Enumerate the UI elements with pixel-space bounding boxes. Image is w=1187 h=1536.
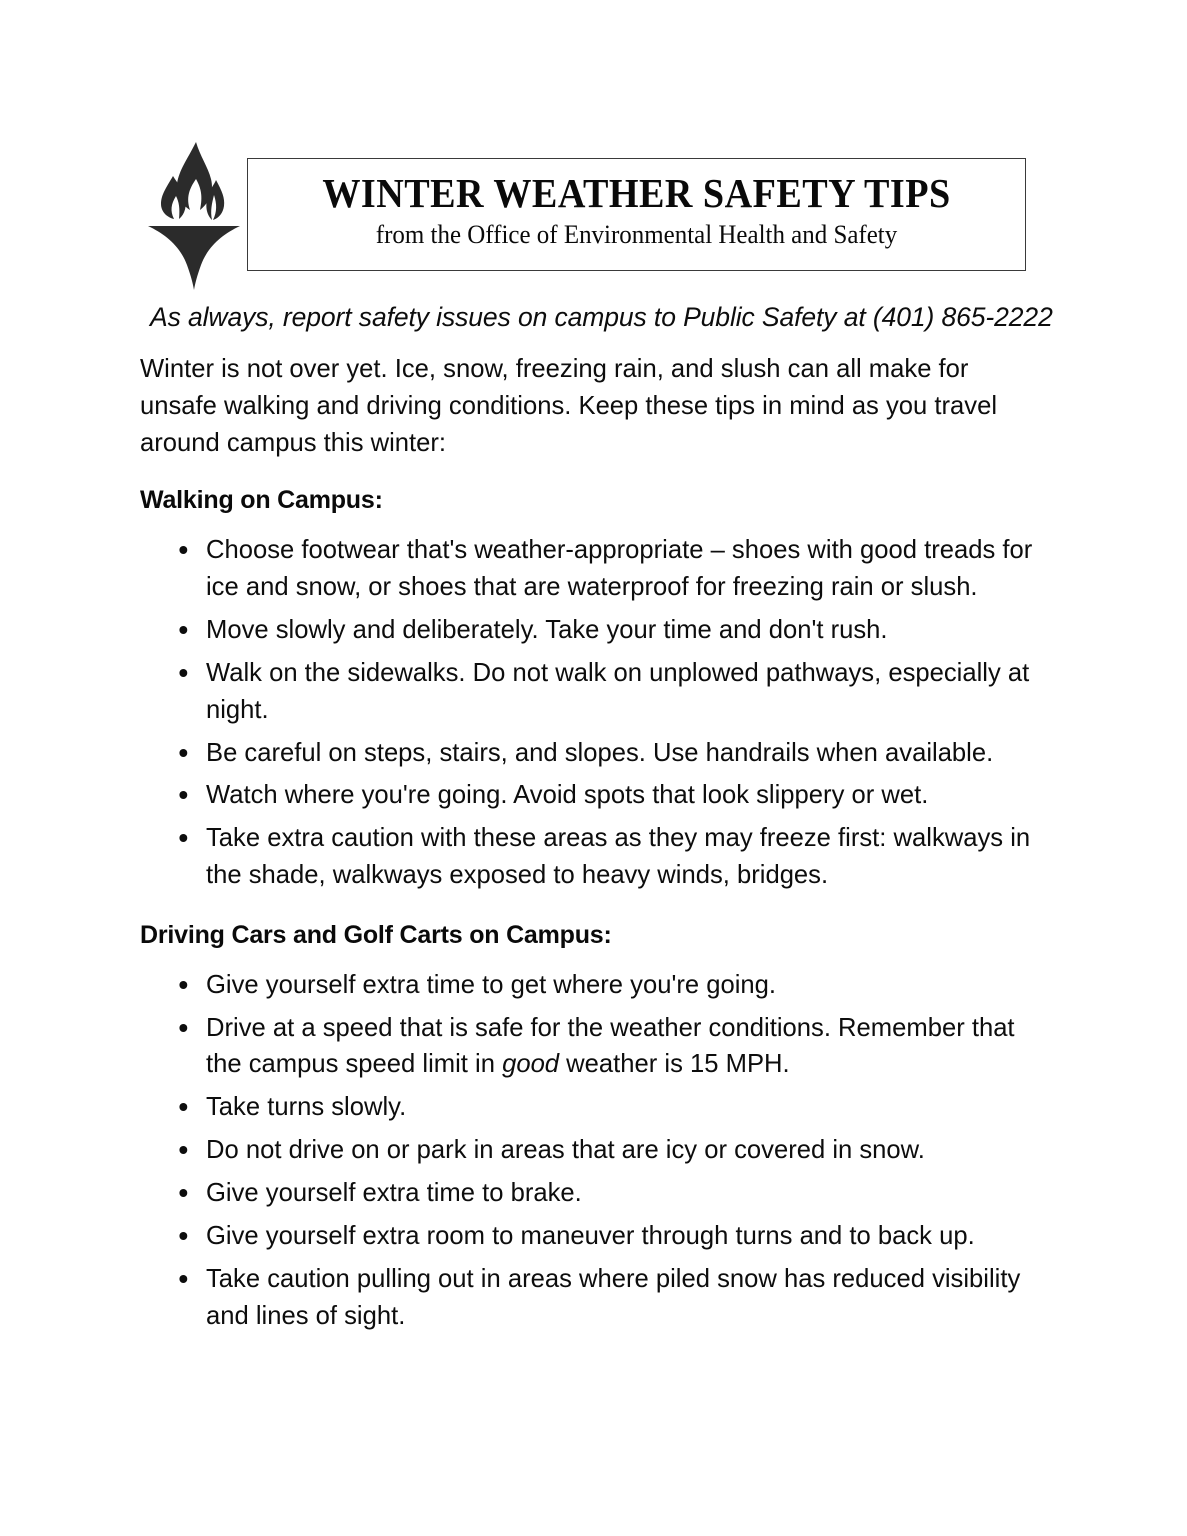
- speed-limit-text-before: Drive at a speed that is safe for the weather conditions. Remember that the campus speed limit in: [205, 1011, 1015, 1079]
- speed-limit-text-after: weather is 15 MPH.: [559, 1048, 790, 1079]
- list-item: Move slowly and deliberately. Take your time and don't rush.: [140, 611, 1039, 648]
- speed-limit-emphasis: good: [502, 1048, 560, 1079]
- section-heading-driving: Driving Cars and Golf Carts on Campus:: [140, 921, 612, 950]
- page-title: WINTER WEATHER SAFETY TIPS: [322, 170, 951, 216]
- list-item: Do not drive on or park in areas that are icy or covered in snow.: [140, 1131, 1039, 1168]
- list-item: Give yourself extra time to get where you're going.: [140, 966, 1039, 1003]
- list-item: Give yourself extra time to brake.: [140, 1174, 1039, 1211]
- safety-tagline: As always, report safety issues on campus to Public Safety at (401) 865-2222: [150, 302, 1053, 332]
- document-header: [140, 130, 1030, 290]
- list-item: Take extra caution with these areas as they may freeze first: walkways in the shade, walkways exposed to heavy winds, bridges.: [140, 819, 1039, 893]
- title-box: [247, 158, 1026, 271]
- list-item: Take turns slowly.: [140, 1088, 1039, 1125]
- list-item-speed-limit: [140, 1009, 1039, 1083]
- list-item: Choose footwear that's weather-appropriate – shoes with good treads for ice and snow, or shoes that are waterproof for freezing rain or slush.: [140, 531, 1039, 605]
- list-item: Walk on the sidewalks. Do not walk on unplowed pathways, especially at night.: [140, 654, 1039, 728]
- list-item: Be careful on steps, stairs, and slopes. Use handrails when available.: [140, 734, 1039, 771]
- list-item: Take caution pulling out in areas where piled snow has reduced visibility and lines of sight.: [140, 1260, 1039, 1334]
- list-item: Give yourself extra room to maneuver through turns and to back up.: [140, 1217, 1039, 1254]
- section-heading-walking: Walking on Campus:: [140, 486, 383, 515]
- walking-tips-list: [140, 531, 1060, 893]
- document-body: [140, 300, 1060, 1360]
- driving-tips-list: [140, 966, 1060, 1334]
- intro-paragraph: Winter is not over yet. Ice, snow, freezing rain, and slush can all make for unsafe walking and driving conditions. Keep these tips in mind as you travel around campus this winter:: [140, 352, 998, 457]
- list-item: Watch where you're going. Avoid spots that look slippery or wet.: [140, 776, 1039, 813]
- page-subtitle: from the Office of Environmental Health and Safety: [375, 220, 898, 250]
- torch-flame-icon: [146, 134, 242, 290]
